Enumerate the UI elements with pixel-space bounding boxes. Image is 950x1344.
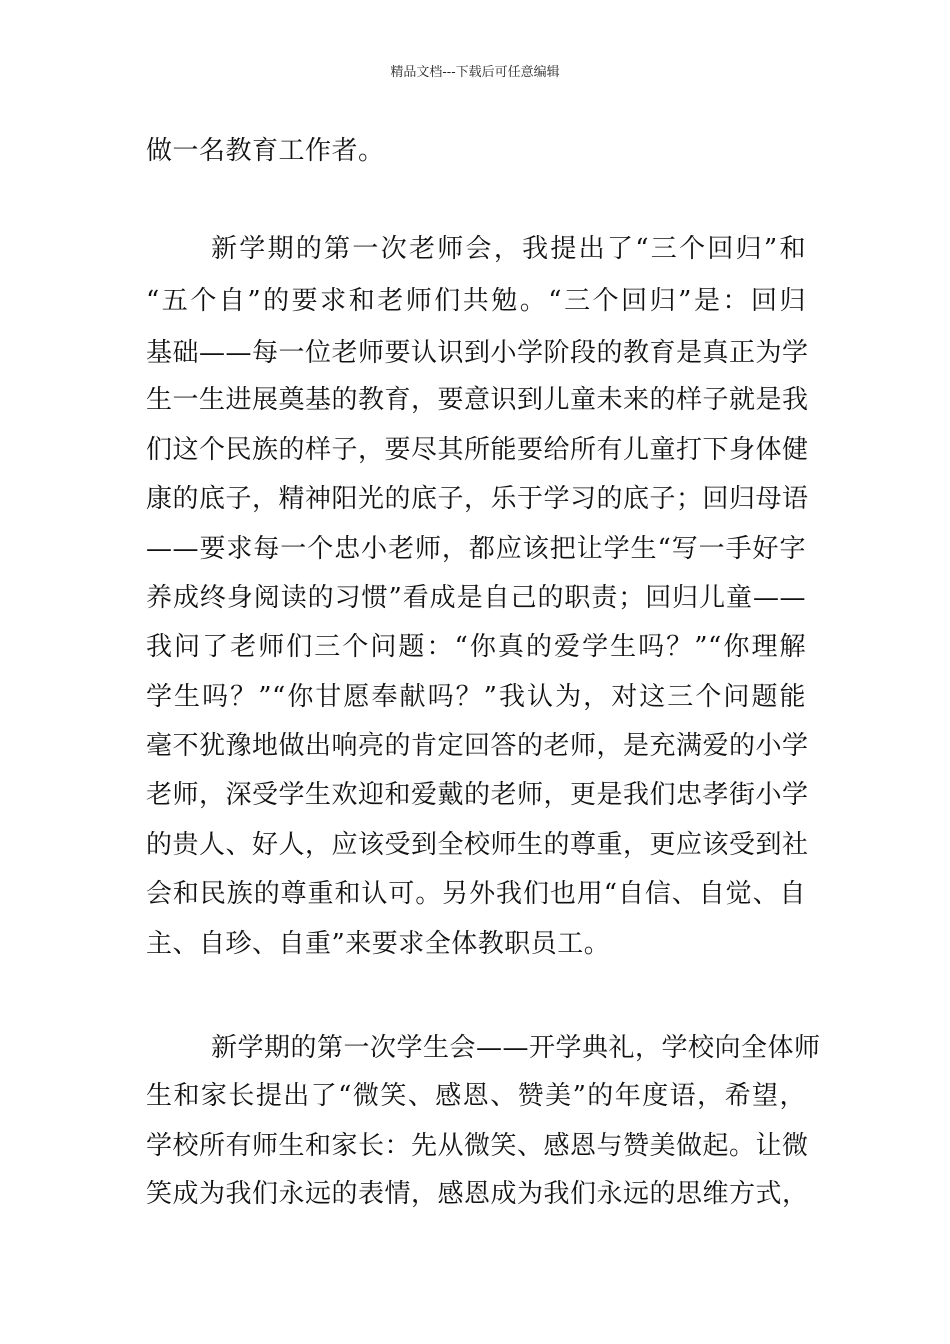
- body-text-line: 新学期的第一次老师会，我提出了“三个回归”和: [211, 234, 806, 264]
- body-text-line: 做一名教育工作者。: [146, 136, 385, 166]
- body-text-line: 生和家长提出了“微笑、感恩、赞美”的年度语，希望，: [146, 1081, 806, 1111]
- body-text-line: 主、自珍、自重”来要求全体教职员工。: [146, 929, 611, 959]
- body-text-line: 的贵人、好人，应该受到全校师生的尊重，更应该受到社: [146, 830, 809, 860]
- body-text-line: 养成终身阅读的习惯”看成是自己的职责；回归儿童——: [146, 583, 806, 613]
- body-text-line: 笑成为我们永远的表情，感恩成为我们永远的思维方式，: [146, 1179, 809, 1209]
- body-text-line: 学校所有师生和家长：先从微笑、感恩与赞美做起。让微: [146, 1131, 809, 1161]
- body-text-line: 会和民族的尊重和认可。另外我们也用“自信、自觉、自: [146, 879, 806, 909]
- body-text-line: “五个自”的要求和老师们共勉。“三个回归”是：回归: [146, 286, 806, 316]
- body-text-line: 康的底子，精神阳光的底子，乐于学习的底子；回归母语: [146, 484, 809, 514]
- body-text-line: 学生吗？”“你甘愿奉献吗？”我认为，对这三个问题能: [146, 682, 806, 712]
- body-text-line: 我问了老师们三个问题：“你真的爱学生吗？”“你理解: [146, 632, 806, 662]
- body-text-line: 基础——每一位老师要认识到小学阶段的教育是真正为学: [146, 338, 809, 368]
- body-text-line: 毫不犹豫地做出响亮的肯定回答的老师，是充满爱的小学: [146, 731, 809, 761]
- body-text-line: 生一生进展奠基的教育，要意识到儿童未来的样子就是我: [146, 385, 809, 415]
- body-text-line: 们这个民族的样子，要尽其所能要给所有儿童打下身体健: [146, 435, 809, 465]
- body-text-line: ——要求每一个忠小老师，都应该把让学生“写一手好字: [146, 534, 806, 564]
- body-text-line: 老师，深受学生欢迎和爱戴的老师，更是我们忠孝街小学: [146, 780, 809, 810]
- body-text-line: 新学期的第一次学生会——开学典礼，学校向全体师: [211, 1033, 821, 1063]
- page-header: 精品文档---下载后可任意编辑: [390, 65, 560, 80]
